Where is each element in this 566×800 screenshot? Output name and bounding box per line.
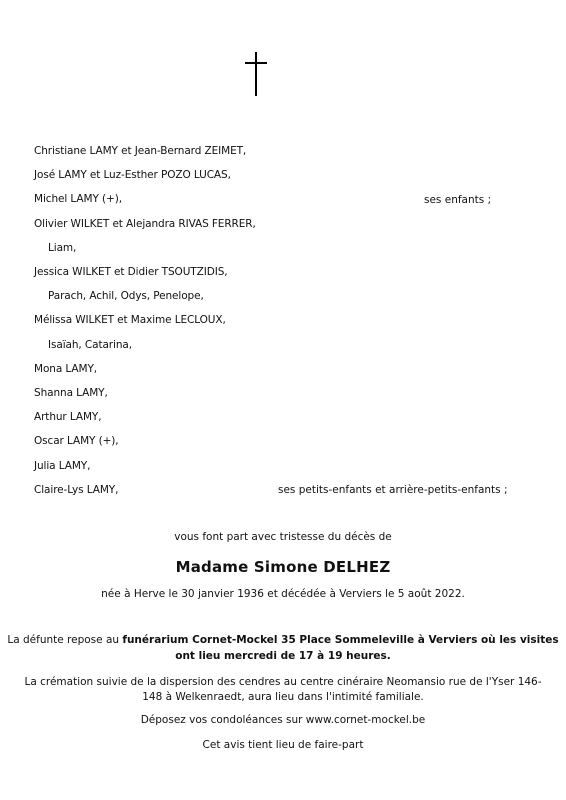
cross-icon: [245, 52, 267, 96]
family-member-line: Mona LAMY,: [34, 363, 97, 375]
grandchildren-note: ses petits-enfants et arrière-petits-enfants ;: [278, 484, 508, 496]
family-member-line: José LAMY et Luz-Esther POZO LUCAS,: [34, 169, 231, 181]
grandchildren-names: Liam,: [48, 242, 77, 254]
family-member-line: Claire-Lys LAMY,: [34, 484, 119, 496]
family-member-line: Arthur LAMY,: [34, 411, 102, 423]
family-member-line: Christiane LAMY et Jean-Bernard ZEIMET,: [34, 145, 247, 157]
family-member-line: Mélissa WILKET et Maxime LECLOUX,: [34, 314, 226, 326]
cremation-line-1: La crémation suivie de la dispersion des cendres au centre cinéraire Neomansio rue de l'Yser 146-: [24, 676, 542, 688]
grandchildren-names: Isaïah, Catarina,: [48, 339, 132, 351]
children-note: ses enfants ;: [424, 194, 492, 206]
grandchildren-names: Parach, Achil, Odys, Penelope,: [48, 290, 204, 302]
visiting-hours: ont lieu mercredi de 17 à 19 heures.: [175, 650, 391, 662]
birth-death-dates: née à Herve le 30 janvier 1936 et décédée à Verviers le 5 août 2022.: [101, 588, 465, 600]
funeral-home-details: funérarium Cornet-Mockel 35 Place Sommeleville à Verviers où les visites: [122, 634, 559, 646]
cremation-line-2: 148 à Welkenraedt, aura lieu dans l'intimité familiale.: [142, 691, 424, 703]
faire-part-note: Cet avis tient lieu de faire-part: [202, 739, 364, 751]
condolences-text: Déposez vos condoléances sur www.cornet-mockel.be: [140, 714, 426, 726]
family-member-line: Michel LAMY (+),: [34, 193, 122, 205]
rest-prefix: La défunte repose au: [7, 634, 123, 646]
rest-info-line-1: [0, 634, 566, 646]
announcement-text: vous font part avec tristesse du décès de: [174, 531, 392, 543]
family-member-line: Julia LAMY,: [34, 460, 91, 472]
deceased-name: Madame Simone DELHEZ: [175, 558, 391, 576]
family-member-line: Oscar LAMY (+),: [34, 435, 119, 447]
family-member-line: Jessica WILKET et Didier TSOUTZIDIS,: [34, 266, 228, 278]
family-member-line: Shanna LAMY,: [34, 387, 108, 399]
family-member-line: Olivier WILKET et Alejandra RIVAS FERRER,: [34, 218, 256, 230]
